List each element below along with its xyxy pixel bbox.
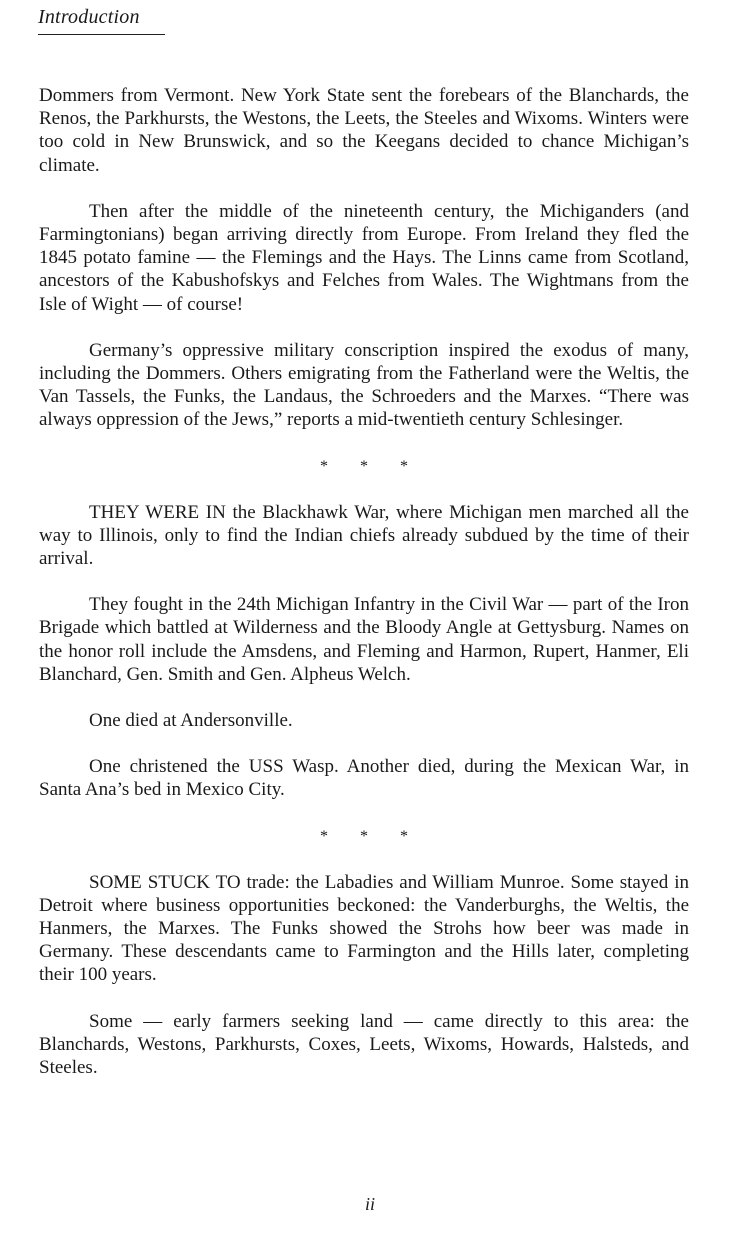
paragraph: Some — early farmers seeking land — came directly to this area: the Blanchards, Westons, Parkhursts, Coxes, Leets, Wixoms, Howards, Halsteds, and Steeles.: [39, 1010, 689, 1079]
paragraph: One died at Andersonville.: [89, 710, 293, 732]
section-separator: * * *: [320, 457, 422, 475]
paragraph: They fought in the 24th Michigan Infantry in the Civil War — part of the Iron Brigade which battled at Wilderness and the Bloody Angle at Gettysburg. Names on the honor roll include the Amsdens, and Fleming and Harmon, Rupert, Hanmer, Eli Blanchard, Gen. Smith and Gen. Alpheus Welch.: [39, 594, 689, 685]
page-number: ii: [364, 1194, 375, 1214]
section-separator: * * *: [320, 827, 422, 845]
paragraph: SOME STUCK TO trade: the Labadies and William Munroe. Some stayed in Detroit where business opportunities beckoned: the Vanderburghs, the Weltis, the Hanmers, the Marxes. The Funks showed the Strohs how beer was made in Germany. These descendants came to Farmington and the Hills later, completing their 100 years.: [39, 871, 689, 986]
running-head-title: Introduction: [38, 6, 140, 28]
paragraph: Dommers from Vermont. New York State sent the forebears of the Blanchards, the Renos, the Parkhursts, the Westons, the Leets, the Steeles and Wixoms. Winters were too cold in New Brunswick, and so the Keegans decided to chance Michigan’s climate.: [39, 85, 689, 176]
paragraph: Then after the middle of the nineteenth century, the Michiganders (and Farmingtonians) began arriving directly from Europe. From Ireland they fled the 1845 potato famine — the Flemings and the Hays. The Linns came from Scotland, ancestors of the Kabushofskys and Felches from Wales. The Wightmans from the Isle of Wight — of course!: [39, 200, 689, 315]
paragraph: One christened the USS Wasp. Another died, during the Mexican War, in Santa Ana’s bed in Mexico City.: [39, 756, 689, 801]
paragraph: Germany’s oppressive military conscription inspired the exodus of many, including the Dommers. Others emigrating from the Fatherland were the Weltis, the Van Tassels, the Funks, the Landaus, the Schroeders and the Marxes. “There was always oppression of the Jews,” reports a mid-twentieth century Schlesinger.: [39, 339, 689, 431]
paragraph: THEY WERE IN the Blackhawk War, where Michigan men marched all the way to Illinois, only to find the Indian chiefs already subdued by the time of their arrival.: [39, 501, 689, 570]
running-head-underline: [38, 34, 165, 35]
body-text: [39, 84, 689, 1102]
